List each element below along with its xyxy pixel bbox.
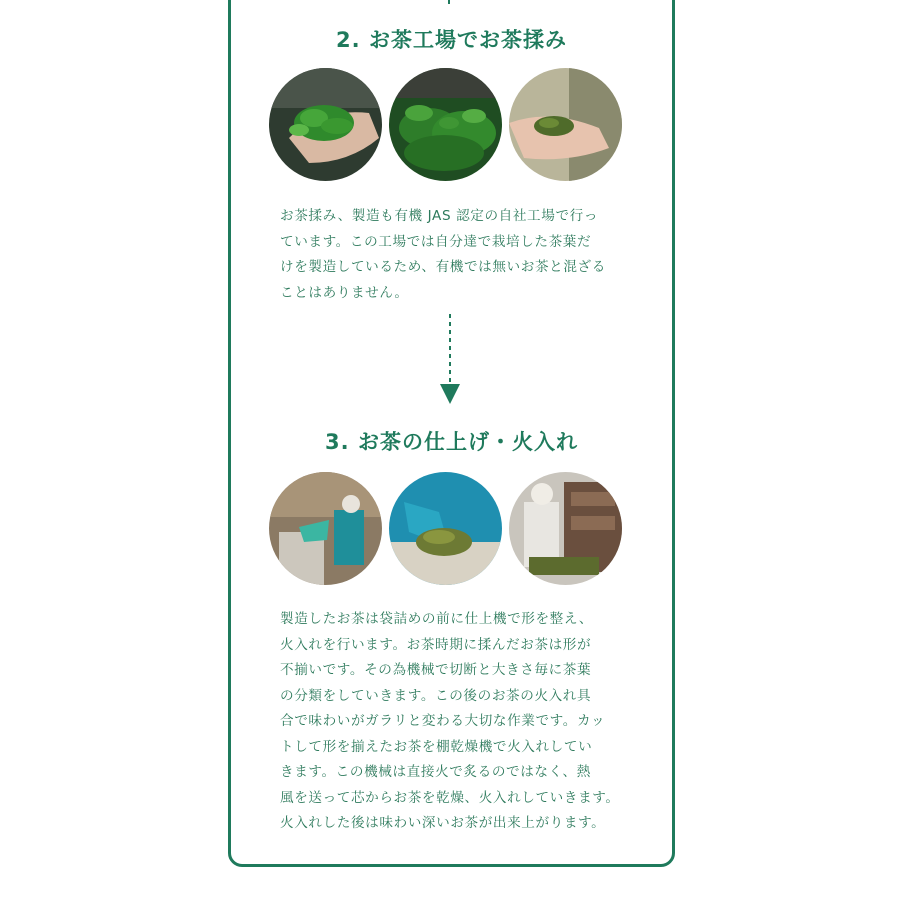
step3-photo-drying-machine [509, 472, 622, 585]
step2-photo-leaf-pile [389, 68, 502, 181]
step3-text-line: 風を送って芯からお茶を乾燥、火入れしていきます。 [280, 789, 620, 806]
step2-photo-row [269, 68, 629, 183]
step2-photo-hands-leaves [269, 68, 382, 181]
step2-text-line: けを製造しているため、有機では無いお茶と混ざる [280, 259, 606, 275]
step3-text-line: 不揃いです。その為機械で切断と大きさ毎に茶葉 [280, 662, 592, 678]
step3-description [280, 607, 640, 837]
down-arrow-icon [438, 314, 462, 406]
step3-text-line: 火入れを行います。お茶時期に揉んだお茶は形が [280, 636, 592, 653]
step2-title: 2. お茶工場でお茶揉み [336, 28, 567, 52]
step3-photo-loading-machine [269, 472, 382, 585]
step3-photo-row [269, 472, 629, 587]
step3-title: 3. お茶の仕上げ・火入れ [325, 430, 578, 454]
step3-text-line: 火入れした後は味わい深いお茶が出来上がります。 [280, 815, 606, 831]
step3-text-line: 合で味わいがガラリと変わる大切な作業です。カッ [280, 713, 606, 729]
step3-text-line: トして形を揃えたお茶を棚乾燥機で火入れしてい [280, 738, 593, 755]
step2-photo-rolled-tea [509, 68, 622, 181]
arrow-connector-top [448, 0, 450, 4]
step2-text-line: ことはありません。 [280, 284, 409, 301]
step3-text-line: 製造したお茶は袋詰めの前に仕上機で形を整え、 [280, 611, 594, 627]
step2-description [280, 204, 640, 306]
step3-text-line: きます。この機械は直接火で炙るのではなく、熱 [280, 764, 591, 780]
step3-text-line: の分類をしていきます。この後のお茶の火入れ具 [280, 687, 592, 704]
step2-text-line: ています。この工場では自分達で栽培した茶葉だ [280, 233, 592, 250]
step2-text-line: お茶揉み、製造も有機 JAS 認定の自社工場で行っ [280, 208, 599, 224]
step3-photo-pouring-tea [389, 472, 502, 585]
